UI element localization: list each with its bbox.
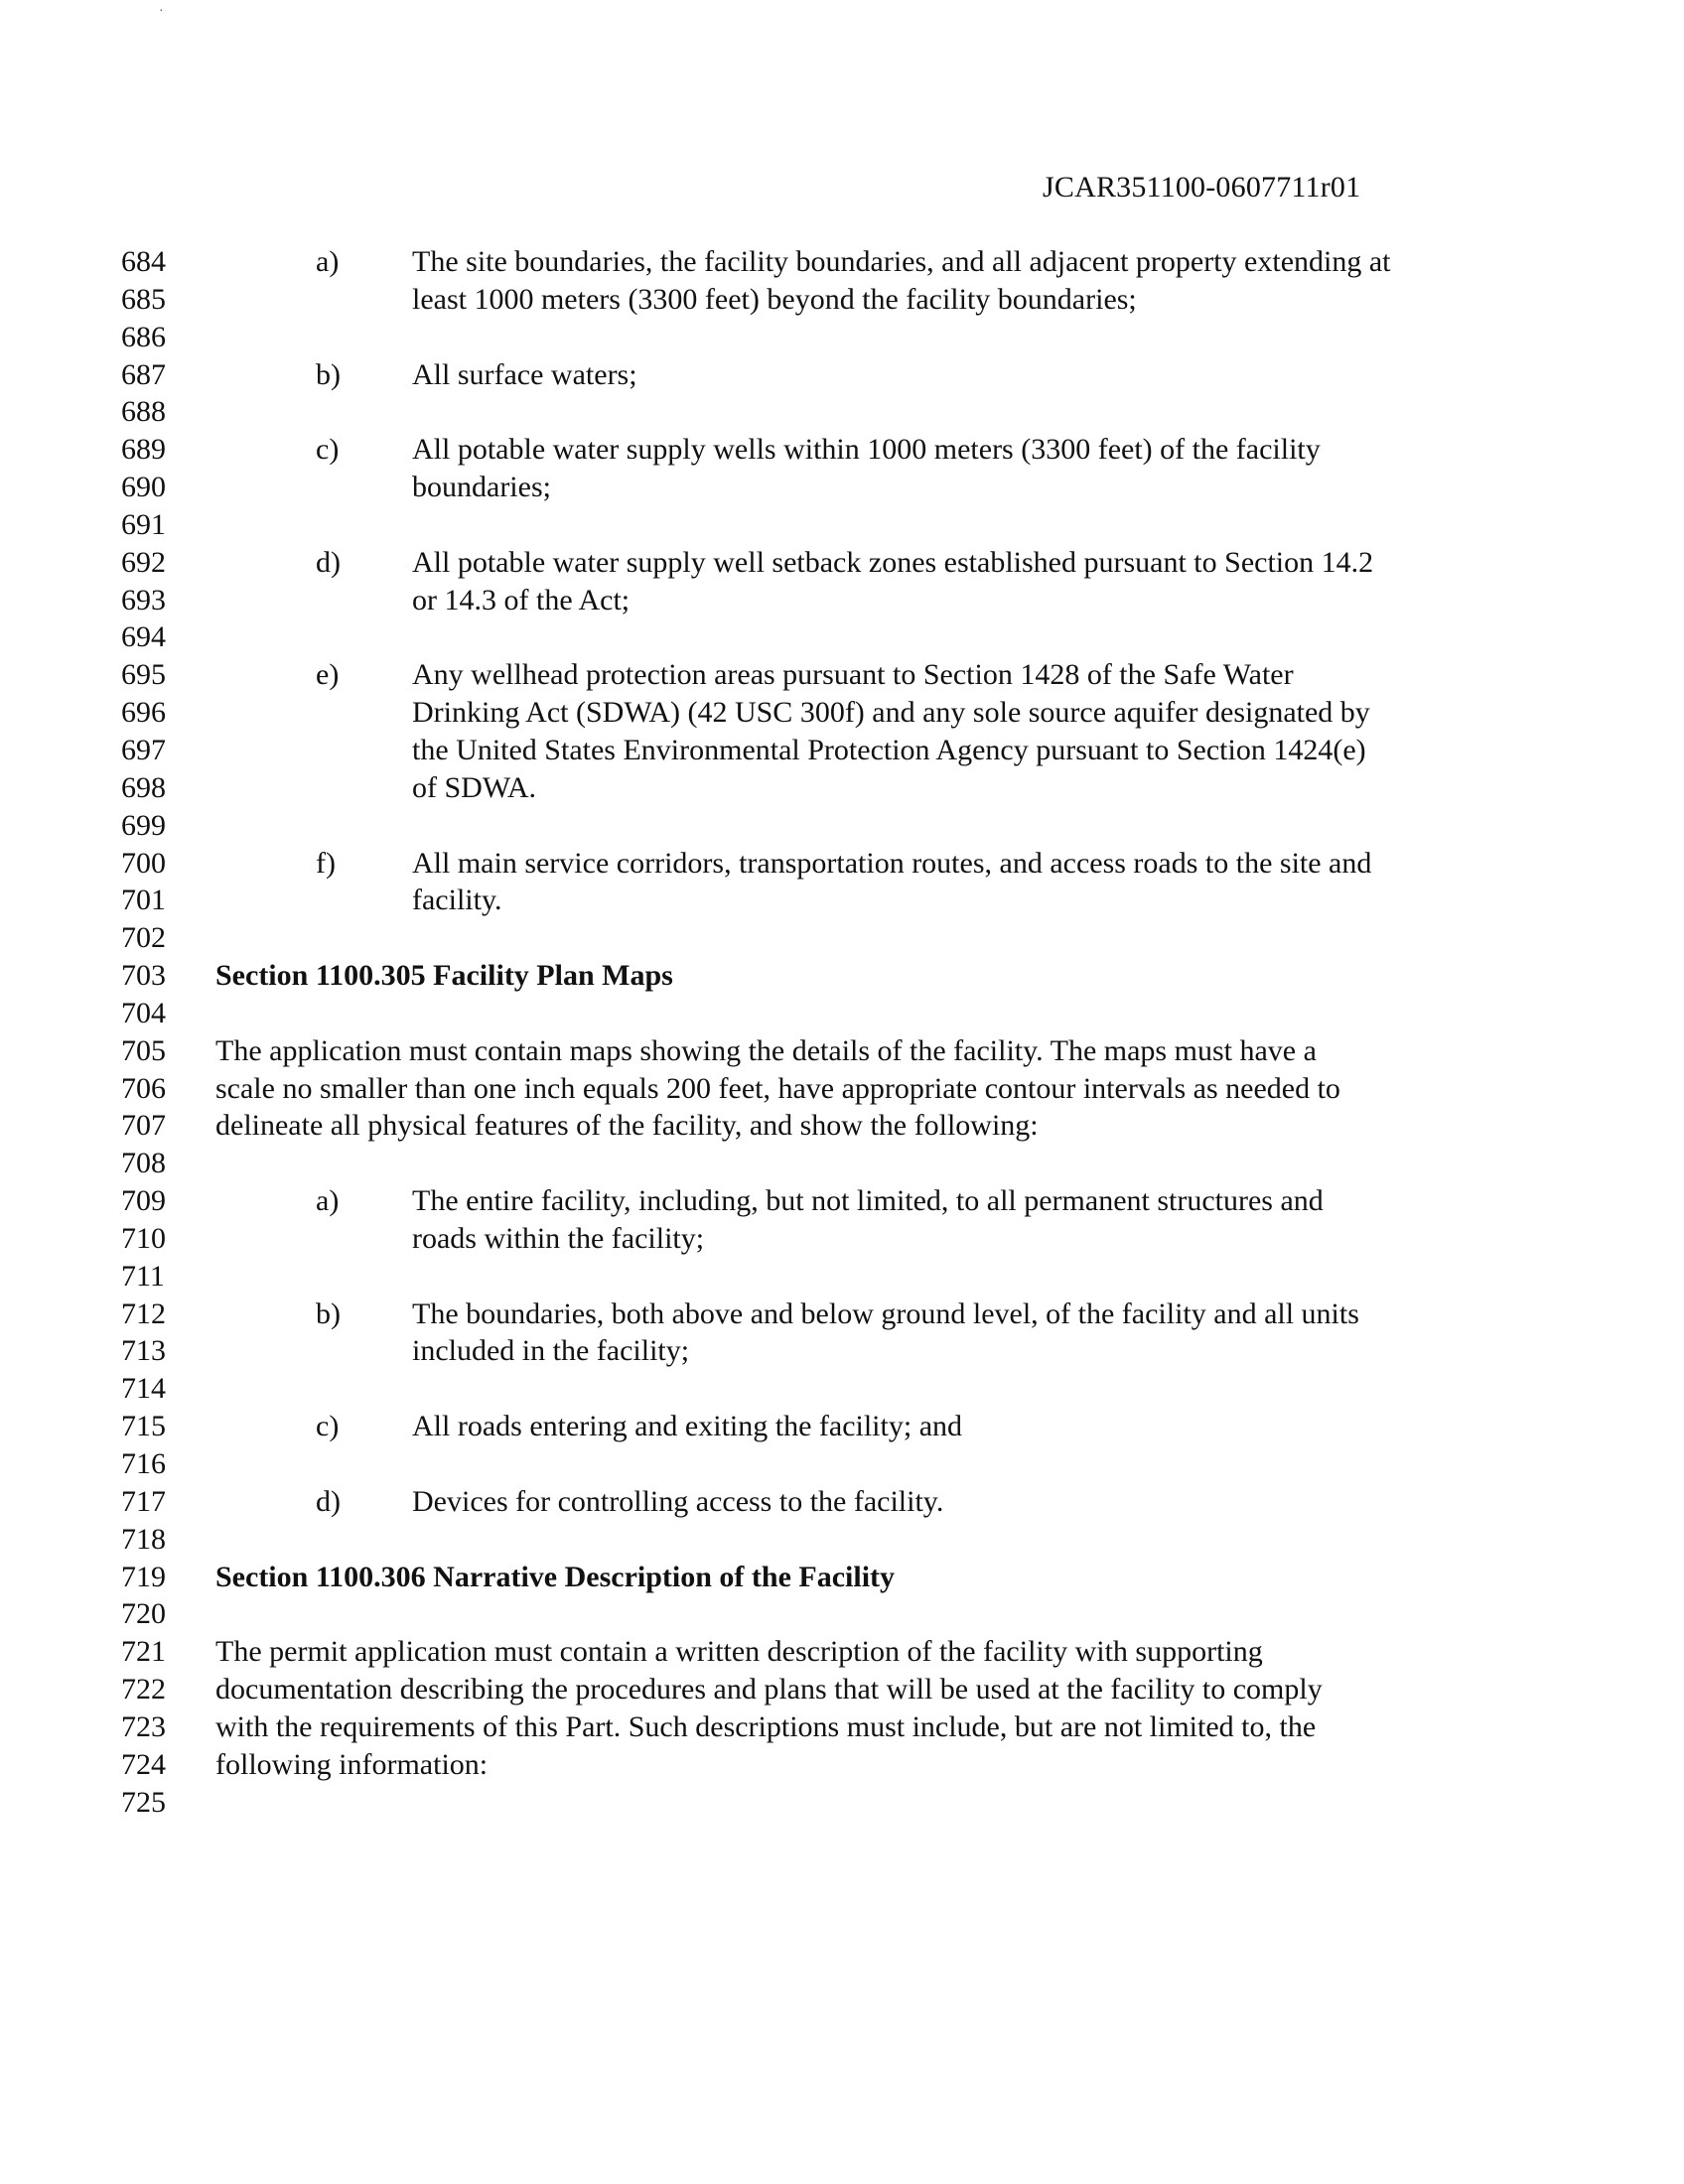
list-item-label: b): [316, 357, 341, 391]
paragraph-text: scale no smaller than one inch equals 200 feet, have appropriate contour intervals as needed to: [215, 1071, 1340, 1105]
section-heading: Section 1100.305 Facility Plan Maps: [215, 959, 673, 993]
list-item-text: All potable water supply well setback zones established pursuant to Section 14.2: [412, 545, 1374, 579]
document-line: [0, 1370, 1684, 1408]
list-item-text: All surface waters;: [412, 357, 637, 391]
list-item-text: Drinking Act (SDWA) (42 USC 300f) and any sole source aquifer designated by: [412, 696, 1370, 730]
list-item-text: The entire facility, including, but not limited, to all permanent structures and: [412, 1184, 1324, 1218]
document-line: [0, 393, 1684, 431]
list-item-text: All potable water supply wells within 1000 meters (3300 feet) of the facility: [412, 433, 1321, 467]
line-number: 709: [121, 1184, 166, 1218]
document-line: [0, 1220, 1684, 1258]
document-line: [0, 1408, 1684, 1445]
document-line: [0, 919, 1684, 957]
document-line: [0, 356, 1684, 394]
line-number: 704: [121, 996, 166, 1029]
list-item-text: Any wellhead protection areas pursuant to Section 1428 of the Safe Water: [412, 658, 1294, 692]
document-line: [0, 807, 1684, 845]
document-line: [0, 1332, 1684, 1370]
line-number: 724: [121, 1747, 166, 1781]
line-number: 686: [121, 320, 166, 353]
document-line: [0, 281, 1684, 319]
line-number: 687: [121, 357, 166, 391]
list-item-text: the United States Environmental Protection Agency pursuant to Section 1424(e): [412, 733, 1366, 766]
document-line: [0, 1559, 1684, 1596]
line-number: 711: [121, 1259, 165, 1293]
list-item-label: a): [316, 245, 340, 278]
document-line: [0, 1182, 1684, 1220]
document-line: [0, 694, 1684, 732]
line-number: 714: [121, 1372, 166, 1406]
line-number: 689: [121, 433, 166, 467]
list-item-label: d): [316, 1484, 341, 1518]
document-line: [0, 732, 1684, 769]
document-line: [0, 1258, 1684, 1296]
document-line: [0, 1445, 1684, 1483]
line-number: 723: [121, 1709, 166, 1743]
list-item-text: of SDWA.: [412, 770, 536, 804]
document-line: [0, 1633, 1684, 1671]
line-number: 716: [121, 1447, 166, 1480]
document-line: [0, 957, 1684, 995]
line-number: 703: [121, 959, 166, 993]
list-item-text: included in the facility;: [412, 1334, 690, 1368]
section-heading: Section 1100.306 Narrative Description of the Facility: [215, 1560, 896, 1593]
list-item-text: facility.: [412, 884, 502, 917]
list-item-text: boundaries;: [412, 471, 551, 504]
line-number: 695: [121, 658, 166, 692]
line-number: 717: [121, 1484, 166, 1518]
document-line: [0, 1521, 1684, 1559]
document-id: JCAR351100-0607711r01: [1043, 171, 1361, 204]
document-line: [0, 995, 1684, 1032]
page-corner-mark: ·: [159, 4, 164, 19]
line-number: 710: [121, 1221, 166, 1255]
line-number: 697: [121, 733, 166, 766]
paragraph-text: following information:: [215, 1747, 489, 1781]
document-line: [0, 1107, 1684, 1145]
line-number: 693: [121, 583, 166, 616]
document-line: [0, 1708, 1684, 1746]
list-item-text: All roads entering and exiting the facility; and: [412, 1410, 963, 1443]
list-item-text: roads within the facility;: [412, 1221, 705, 1255]
line-number: 694: [121, 620, 166, 654]
line-number: 684: [121, 245, 166, 278]
paragraph-text: with the requirements of this Part. Such descriptions must include, but are not limited to, the: [215, 1709, 1317, 1743]
list-item-label: c): [316, 433, 340, 467]
line-number: 712: [121, 1297, 166, 1330]
document-line: [0, 544, 1684, 582]
paragraph-text: delineate all physical features of the facility, and show the following:: [215, 1109, 1039, 1143]
line-number: 705: [121, 1033, 166, 1067]
list-item-text: All main service corridors, transportation routes, and access roads to the site and: [412, 846, 1372, 880]
document-line: [0, 431, 1684, 469]
list-item-label: d): [316, 545, 341, 579]
line-number: 699: [121, 808, 166, 842]
list-item-label: e): [316, 658, 340, 692]
document-line: [0, 882, 1684, 919]
line-number: 721: [121, 1635, 166, 1669]
document-line: [0, 1784, 1684, 1822]
line-number: 696: [121, 696, 166, 730]
document-line: [0, 243, 1684, 281]
document-line: [0, 582, 1684, 619]
document-line: [0, 469, 1684, 506]
list-item-text: The boundaries, both above and below ground level, of the facility and all units: [412, 1297, 1359, 1330]
paragraph-text: documentation describing the procedures and plans that will be used at the facility to comply: [215, 1673, 1323, 1706]
list-item-label: c): [316, 1410, 340, 1443]
document-line: [0, 1032, 1684, 1070]
document-body: [0, 243, 1684, 1821]
document-line: [0, 1671, 1684, 1708]
line-number: 706: [121, 1071, 166, 1105]
paragraph-text: The application must contain maps showing the details of the facility. The maps must have a: [215, 1033, 1317, 1067]
list-item-label: b): [316, 1297, 341, 1330]
document-line: [0, 1483, 1684, 1521]
line-number: 722: [121, 1673, 166, 1706]
line-number: 725: [121, 1785, 166, 1819]
line-number: 701: [121, 884, 166, 917]
list-item-text: least 1000 meters (3300 feet) beyond the facility boundaries;: [412, 282, 1137, 316]
document-line: [0, 1746, 1684, 1784]
line-number: 713: [121, 1334, 166, 1368]
document-line: [0, 506, 1684, 544]
list-item-text: The site boundaries, the facility boundaries, and all adjacent property extending at: [412, 245, 1391, 278]
document-line: [0, 1595, 1684, 1633]
document-line: [0, 319, 1684, 356]
line-number: 692: [121, 545, 166, 579]
line-number: 691: [121, 507, 166, 541]
list-item-label: f): [316, 846, 336, 880]
document-line: [0, 769, 1684, 807]
document-line: [0, 656, 1684, 694]
line-number: 719: [121, 1560, 166, 1593]
list-item-text: or 14.3 of the Act;: [412, 583, 631, 616]
line-number: 690: [121, 471, 166, 504]
line-number: 685: [121, 282, 166, 316]
line-number: 707: [121, 1109, 166, 1143]
line-number: 698: [121, 770, 166, 804]
line-number: 708: [121, 1147, 166, 1180]
document-line: [0, 1145, 1684, 1182]
line-number: 715: [121, 1410, 166, 1443]
line-number: 720: [121, 1597, 166, 1631]
line-number: 700: [121, 846, 166, 880]
document-line: [0, 1070, 1684, 1108]
paragraph-text: The permit application must contain a written description of the facility with supporting: [215, 1635, 1263, 1669]
line-number: 688: [121, 395, 166, 429]
document-line: [0, 845, 1684, 883]
list-item-label: a): [316, 1184, 340, 1218]
list-item-text: Devices for controlling access to the facility.: [412, 1484, 944, 1518]
line-number: 702: [121, 921, 166, 955]
document-line: [0, 618, 1684, 656]
document-line: [0, 1296, 1684, 1333]
line-number: 718: [121, 1522, 166, 1556]
